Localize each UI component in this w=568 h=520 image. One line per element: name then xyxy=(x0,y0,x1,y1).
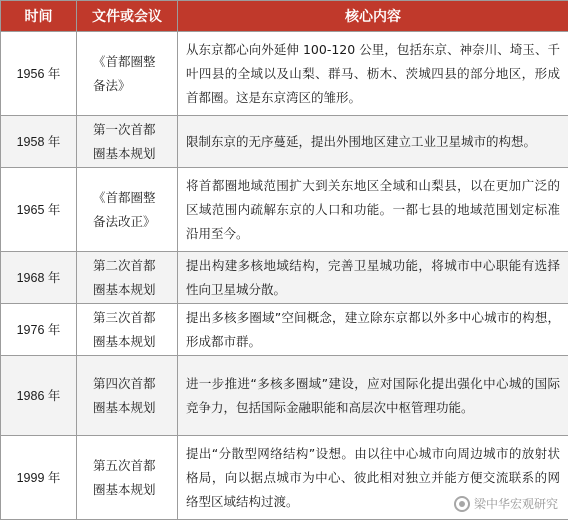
table-row xyxy=(1,168,568,252)
document-cell: 第四次首都圈基本规划 xyxy=(77,356,178,436)
table-row xyxy=(1,116,568,168)
header-core-content: 核心内容 xyxy=(178,1,568,32)
content-cell: 从东京都心向外延伸 100-120 公里，包括东京、神奈川、埼玉、千叶四县的全域以及山梨、群马、枥木、茨城四县的部分地区，形成首都圈。这是东京湾区的雏形。 xyxy=(178,32,568,116)
table-row xyxy=(1,32,568,116)
content-cell: 提出构建多核地域结构，完善卫星城功能，将城市中心职能有选择性向卫星城分散。 xyxy=(178,252,568,304)
document-cell: 《首都圈整备法改正》 xyxy=(77,168,178,252)
table-row xyxy=(1,304,568,356)
watermark xyxy=(454,495,558,512)
table-header-row xyxy=(1,1,568,32)
watermark-text: 梁中华宏观研究 xyxy=(473,497,558,511)
header-time: 时间 xyxy=(1,1,77,32)
year-cell: 1986 年 xyxy=(1,356,77,436)
header-document: 文件或会议 xyxy=(77,1,178,32)
document-cell: 第五次首都圈基本规划 xyxy=(77,436,178,520)
content-cell: 提出多核多圈域”空间概念，建立除东京都以外多中心城市的构想，形成都市群。 xyxy=(178,304,568,356)
document-cell: 第二次首都圈基本规划 xyxy=(77,252,178,304)
year-cell: 1976 年 xyxy=(1,304,77,356)
document-cell: 《首都圈整备法》 xyxy=(77,32,178,116)
year-cell: 1968 年 xyxy=(1,252,77,304)
content-cell: 进一步推进“多核多圈域”建设，应对国际化提出强化中心城的国际竞争力，包括国际金融职能和高层次中枢管理功能。 xyxy=(178,356,568,436)
document-cell: 第三次首都圈基本规划 xyxy=(77,304,178,356)
year-cell: 1958 年 xyxy=(1,116,77,168)
wechat-logo-icon xyxy=(454,496,470,512)
content-cell: 提出“分散型网络结构”设想。由以往中心城市向周边城市的放射状格局，向以据点城市为中心、彼此相对独立并能方便交流联系的网络型区域结构过渡。 xyxy=(178,436,568,520)
content-cell: 将首都圈地域范围扩大到关东地区全域和山梨县，以在更加广泛的区域范围内疏解东京的人口和功能。一都七县的地域范围划定标准沿用至今。 xyxy=(178,168,568,252)
table-row xyxy=(1,356,568,436)
year-cell: 1965 年 xyxy=(1,168,77,252)
year-cell: 1999 年 xyxy=(1,436,77,520)
content-cell: 限制东京的无序蔓延，提出外围地区建立工业卫星城市的构想。 xyxy=(178,116,568,168)
document-cell: 第一次首都圈基本规划 xyxy=(77,116,178,168)
year-cell: 1956 年 xyxy=(1,32,77,116)
table-row xyxy=(1,252,568,304)
